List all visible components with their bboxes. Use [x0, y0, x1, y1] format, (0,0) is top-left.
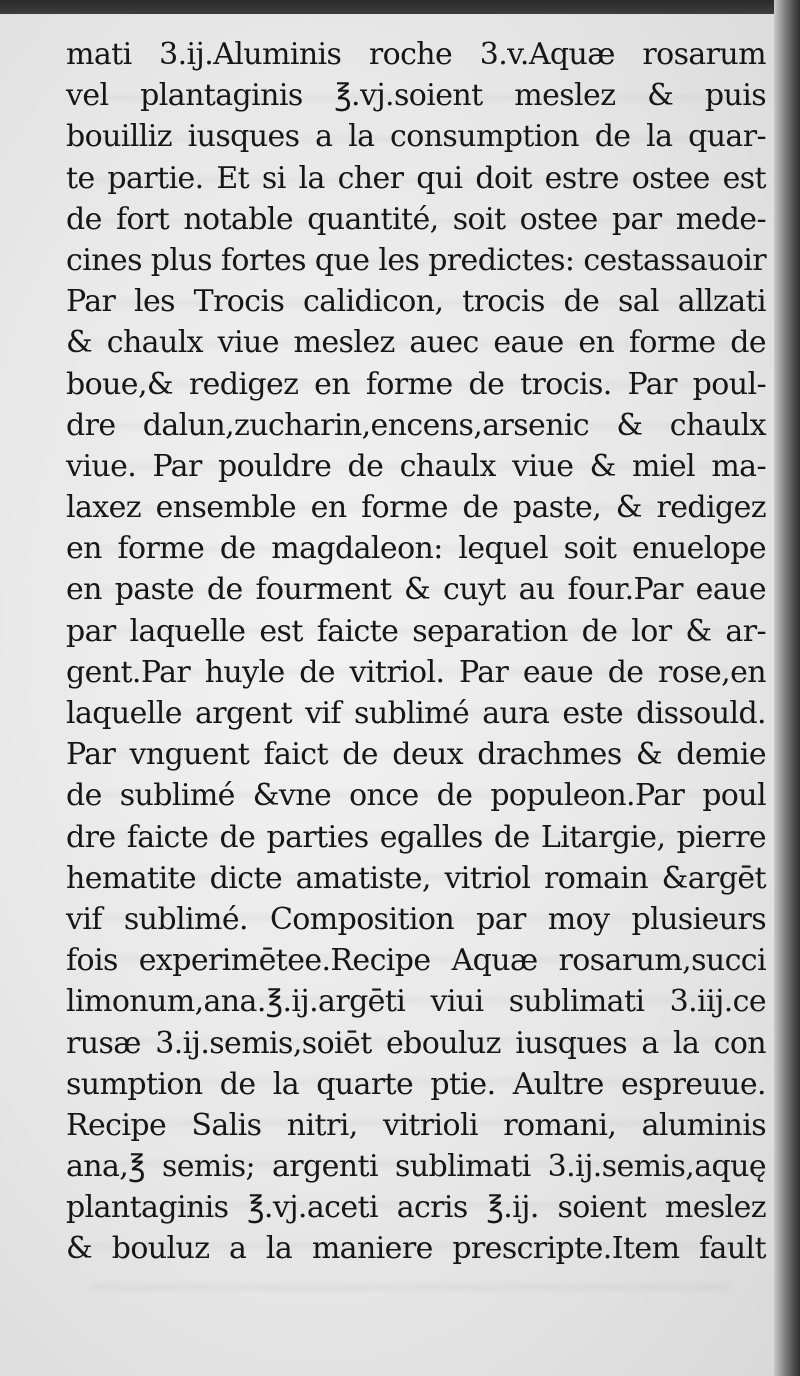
- text-line: hematite dicte amatiste, vitriol romain &argēt: [66, 860, 766, 896]
- text-line: fois experimētee.Recipe Aquæ rosarum,succi: [66, 943, 766, 979]
- text-line: plantaginis ℥.vj.aceti acris ℥.ij. soient meslez: [66, 1190, 766, 1226]
- text-line: ana,℥ semis; argenti sublimati 3.ij.semis,aquę: [66, 1149, 766, 1185]
- text-line: de sublimé &vne once de populeon.Par poul: [66, 778, 766, 814]
- text-line: boue,& redigez en forme de trocis. Par poul-: [66, 366, 766, 402]
- text-line: sumption de la quarte ptie. Aultre espreuue.: [66, 1066, 766, 1102]
- text-line: te partie. Et si la cher qui doit estre ostee est: [66, 160, 766, 196]
- text-line: dre faicte de parties egalles de Litargie, pierre: [66, 819, 766, 855]
- text-line: bouilliz iusques a la consumption de la quar-: [66, 119, 766, 155]
- text-line: limonum,ana.℥.ij.argēti viui sublimati 3.iij.ce: [66, 984, 766, 1020]
- body-text: [66, 34, 766, 1270]
- text-line: & chaulx viue meslez auec eaue en forme de: [66, 325, 766, 361]
- page-right-edge: [774, 0, 800, 1376]
- text-line: par laquelle est faicte separation de lor & ar-: [66, 613, 766, 649]
- text-line: gent.Par huyle de vitriol. Par eaue de rose,en: [66, 654, 766, 690]
- text-line: vif sublimé. Composition par moy plusieurs: [66, 901, 766, 937]
- text-line: & bouluz a la maniere prescripte.Item fault: [66, 1231, 766, 1267]
- text-line: Recipe Salis nitri, vitrioli romani, aluminis: [66, 1107, 766, 1143]
- text-line: vel plantaginis ℥.vj.soient meslez & puis: [66, 78, 766, 114]
- text-line: mati 3.ij.Aluminis roche 3.v.Aquæ rosarum: [66, 37, 766, 72]
- text-line: dre dalun,zucharin,encens,arsenic & chaulx: [66, 407, 766, 443]
- text-line: viue. Par pouldre de chaulx viue & miel ma-: [66, 448, 766, 484]
- text-line: de fort notable quantité, soit ostee par mede-: [66, 201, 766, 237]
- text-line: laquelle argent vif sublimé aura este dissould.: [66, 696, 766, 731]
- text-line: Par les Trocis calidicon, trocis de sal allzati: [66, 284, 766, 320]
- text-line: cines plus fortes que les predictes: cestassauoir: [66, 242, 767, 278]
- text-line: en paste de fourment & cuyt au four.Par eaue: [66, 572, 766, 608]
- text-line: Par vnguent faict de deux drachmes & demie: [66, 737, 766, 773]
- text-line: en forme de magdaleon: lequel soit enuelope: [66, 531, 766, 567]
- text-line: rusæ 3.ij.semis,soiēt ebouluz iusques a la con: [66, 1025, 766, 1061]
- text-line: laxez ensemble en forme de paste, & redigez: [66, 490, 766, 526]
